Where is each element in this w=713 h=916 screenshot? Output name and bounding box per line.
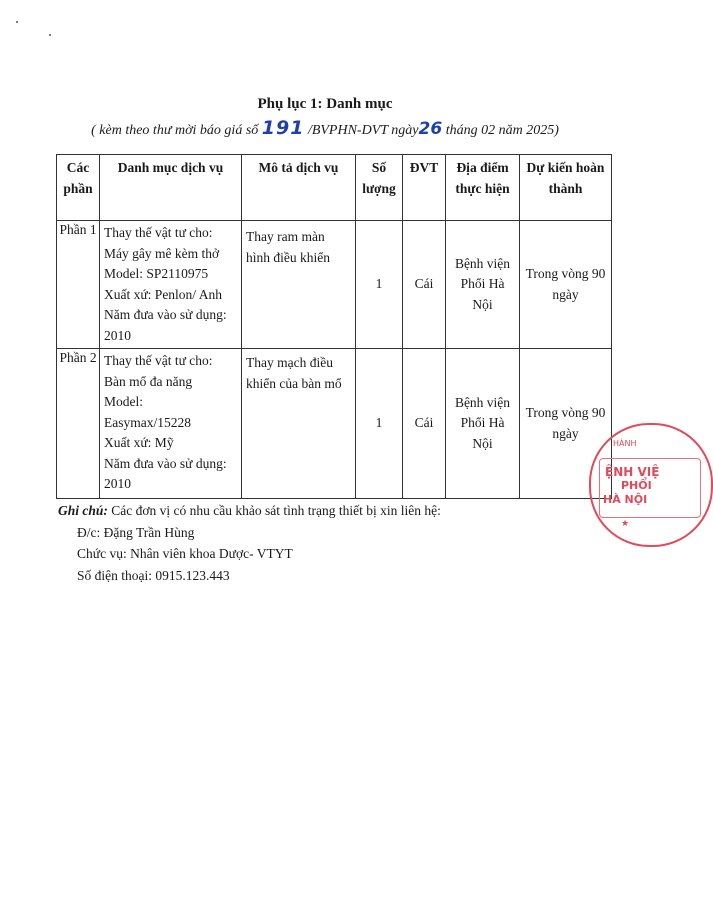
stamp-line1: ỆNH VIỆ [605,465,660,479]
stamp-line2: PHỔI [621,479,652,492]
hospital-stamp [589,423,713,547]
table-header-row [57,155,612,221]
service-table [56,154,612,499]
notes-label: Ghi chú: [58,503,108,518]
notes-intro [58,500,441,522]
service-line: Bàn mổ đa năng [104,373,193,389]
col-header-parts: Các phần [57,155,100,221]
service-line: Model: SP2110975 [104,266,209,281]
col-header-location: Địa điểm thực hiện [446,155,520,221]
service-line: Thay thế vật tư cho: [104,225,213,240]
service-line: 2010 [104,476,131,491]
col-header-service: Danh mục dịch vụ [100,155,242,221]
service-line: Xuất xứ: Mỹ [104,435,174,450]
col-header-description: Mô tả dịch vụ [242,155,356,221]
unit-cell: Cái [403,349,446,499]
service-line: Easymax/15228 [104,414,191,430]
subtitle-prefix: ( kèm theo thư mời báo giá số [91,123,259,138]
col-header-completion: Dự kiến hoàn thành [520,155,612,221]
service-line: Xuất xứ: Penlon/ Anh [104,286,222,302]
quantity-cell: 1 [356,349,403,499]
service-line: Năm đưa vào sử dụng: [104,307,227,322]
table-row [57,349,612,499]
service-line: Thay thế vật tư cho: [104,353,213,368]
contact-phone: Số điện thoại: 0915.123.443 [77,567,230,583]
subtitle [0,117,650,139]
location-cell: Bệnh viện Phổi Hà Nội [446,221,520,349]
unit-cell: Cái [403,221,446,349]
part-cell: Phần 1 [57,221,100,349]
service-line: Model: [104,394,143,409]
col-header-unit: ĐVT [403,155,446,221]
description-cell: Thay ram màn hình điều khiển [242,221,356,349]
page-title: Phụ lục 1: Danh mục [257,96,393,112]
speck-mark [16,21,18,23]
service-line: Máy gây mê kèm thở [104,245,220,261]
service-line: 2010 [104,327,131,343]
notes-section [58,500,441,586]
subtitle-suffix: tháng 02 năm 2025) [445,123,559,138]
service-line: Năm đưa vào sử dụng: [104,455,227,471]
completion-cell: Trong vòng 90 ngày [520,221,612,349]
notes-text: Các đơn vị có nhu cầu khảo sát tình trạng thiết bị xin liên hệ: [111,503,441,518]
service-cell [100,349,242,499]
star-icon: ★ [621,519,630,529]
contact-position: Chức vụ: Nhân viên khoa Dược- VTYT [77,546,293,561]
handwritten-number: 191 [261,117,305,139]
quantity-cell: 1 [356,221,403,349]
description-cell: Thay mạch điều khiển của bàn mổ [242,349,356,499]
stamp-line3: HÀ NỘI [603,493,648,506]
part-cell: Phần 2 [57,349,100,499]
contact-name: Đ/c: Đặng Trần Hùng [77,524,195,540]
stamp-top-text: HÀNH [613,439,637,448]
col-header-quantity: Số lượng [356,155,403,221]
handwritten-day: 26 [418,119,443,139]
service-cell [100,221,242,349]
completion-cell: Trong vòng 90 ngày [520,349,612,499]
subtitle-middle: /BVPHN-DVT ngày [307,123,419,138]
location-cell: Bệnh viện Phổi Hà Nội [446,349,520,499]
speck-mark [49,34,51,36]
table-row [57,221,612,349]
